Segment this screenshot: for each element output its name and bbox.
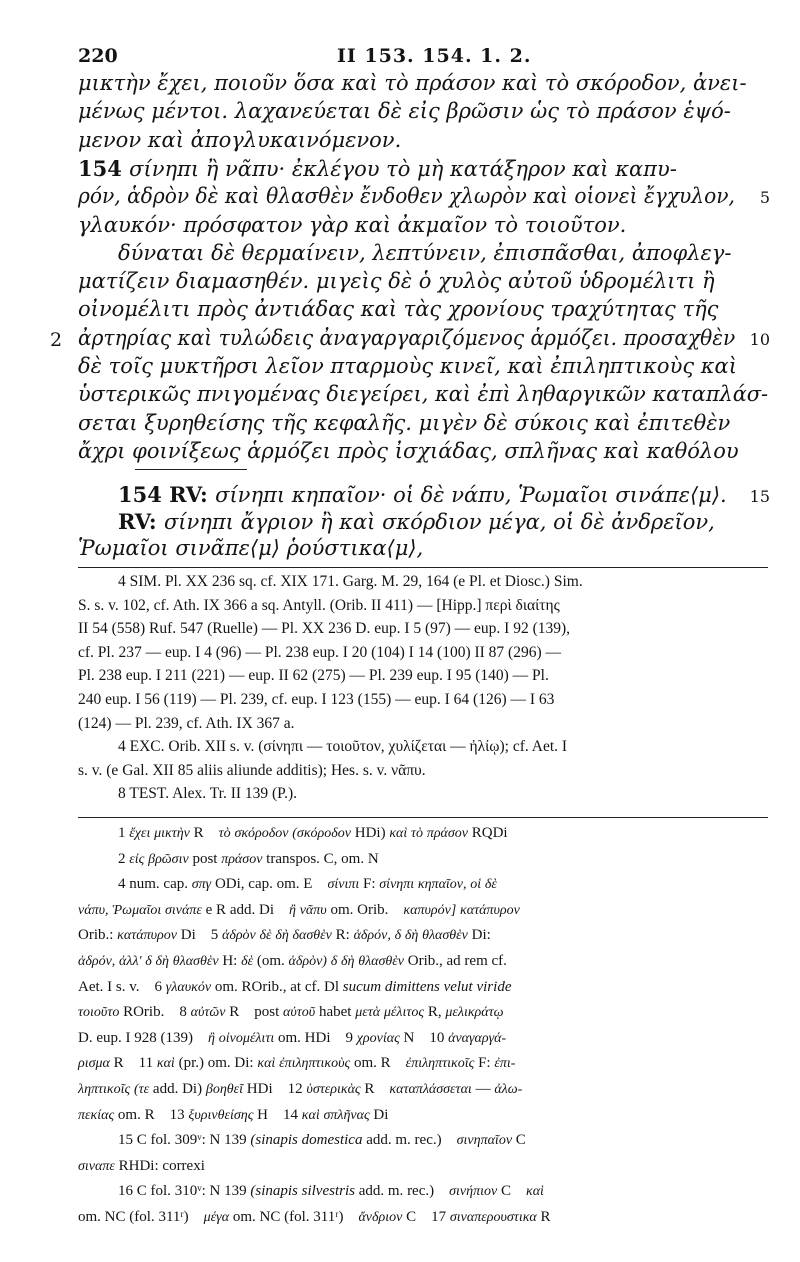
apparatus-word: (om. [256, 953, 285, 969]
apparatus-word: m. [387, 1183, 404, 1200]
source-line [78, 716, 295, 732]
apparatus-line [78, 1056, 515, 1071]
source-text: cf. Pl. 237 — eup. I 4 (96) — Pl. 238 eup. I 20 (104) I 14 (100) II 87 (296) — [78, 643, 562, 661]
latin-word: domestica [301, 1132, 363, 1149]
main-text-line [78, 299, 718, 320]
sources-divider [78, 567, 768, 568]
apparatus-word: (fol. [284, 1209, 310, 1225]
greek-word: ἁδρὸν) [288, 954, 327, 969]
main-text-line [78, 271, 715, 292]
latin-word: (sinapis [250, 1132, 298, 1149]
apparatus-word: add. [229, 901, 256, 918]
apparatus-word: 8 [179, 1004, 187, 1021]
greek-word: νάπυ, [78, 902, 109, 918]
greek-word: ἔχει [129, 826, 151, 841]
apparatus-line [118, 1133, 526, 1148]
appendix-line [78, 538, 423, 559]
apparatus-word: C, [323, 850, 338, 867]
apparatus-word: R [540, 1209, 551, 1225]
apparatus-word: Di: [234, 1055, 254, 1072]
greek-word: σιναπε [78, 1158, 115, 1174]
apparatus-line [78, 1159, 205, 1174]
greek-word: καταπλάσσεται [389, 1082, 472, 1097]
greek-word: σπλῆνας [323, 1107, 370, 1123]
apparatus-word: 4 [118, 876, 126, 893]
apparatus-word: C [136, 1132, 147, 1149]
greek-word: δασθὲν [292, 928, 332, 944]
greek-word: βοηθεῖ [205, 1082, 244, 1097]
main-text-content: ρόν, ἁδρὸν δὲ καὶ θλασθὲν ἔνδοθεν χλωρὸν καὶ οἱονεὶ ἔγχυλον, [78, 184, 735, 209]
greek-word: γλαυκόν [165, 979, 212, 995]
apparatus-word: R, [427, 1004, 442, 1021]
apparatus-word: om. [277, 1029, 301, 1046]
apparatus-word: ROrib., [241, 978, 287, 995]
apparatus-word: ROrib. [123, 1004, 165, 1021]
source-line [78, 763, 426, 779]
greek-word: μελικράτῳ [445, 1005, 504, 1021]
apparatus-line [78, 928, 491, 943]
greek-word: θλασθὲν [358, 954, 404, 969]
main-text-line [78, 73, 747, 94]
apparatus-line [78, 980, 511, 995]
main-text-content: μένως μέντοι. λαχανεύεται δὲ εἰς βρῶσιν ὡς τὸ πράσον ἑψό- [78, 99, 731, 124]
main-text-line [78, 101, 731, 122]
appendix-line [118, 484, 727, 506]
line-number: 10 [749, 329, 770, 349]
apparatus-word: 16 [118, 1183, 133, 1200]
source-text: 240 eup. I 56 (119) — Pl. 239, cf. eup. I 123 (155) — eup. I 64 (126) — I 63 [78, 691, 555, 708]
apparatus-word: R [380, 1055, 391, 1072]
greek-word: σίνιπι [327, 877, 360, 893]
apparatus-word: R: [335, 927, 350, 944]
apparatus-word: NC [104, 1209, 126, 1225]
greek-word: ἁδρὸν [221, 928, 256, 944]
apparatus-line [118, 826, 508, 841]
greek-word: καὶ [301, 1107, 320, 1123]
apparatus-word: at [290, 978, 302, 995]
main-text-content: δὲ τοῖς μυκτῆρσι λεῖον πταρμοὺς κινεῖ, καὶ ἐπιληπτικοὺς καὶ [78, 354, 737, 378]
main-text-content: ἀρτηρίας καὶ τυλώδεις ἀναγαργαριζόμενος ἁρμόζει. προσαχθὲν [78, 325, 736, 350]
greek-word: ἐπιληπτικοὺς [279, 1056, 351, 1072]
apparatus-word: 311ʳ) [158, 1209, 189, 1225]
margin-number: 2 [50, 328, 63, 351]
main-text-content: ὑστερικῶς πνιγομένας διεγείρει, καὶ ἐπὶ ληθαργικῶν καταπλάσ- [78, 382, 769, 407]
apparatus-word: 139 [224, 1183, 247, 1200]
apparatus-word: 311ʳ) [313, 1209, 344, 1225]
latin-word: (sinapis [250, 1183, 298, 1200]
greek-word: οἰνομέλιτι [218, 1030, 275, 1046]
greek-word: σκόροδον [234, 826, 289, 841]
apparatus-word: R [113, 1055, 124, 1072]
greek-word: καὶ [156, 1056, 175, 1072]
appendix-content: σίνηπι κηπαῖον· οἱ δὲ νάπυ, Ῥωμαῖοι σινάπε⟨μ⟩. [215, 483, 727, 507]
main-text-divider [135, 469, 247, 470]
apparatus-word: transpos. [266, 850, 320, 867]
greek-word: ἁδρόν, [78, 954, 116, 969]
apparatus-word: 13 [169, 1106, 185, 1123]
apparatus-word: om. [330, 901, 354, 918]
greek-word: ἐπι- [494, 1056, 516, 1072]
apparatus-word: (pr.) [178, 1055, 204, 1072]
main-text-content: ματίζειν διαμασηθέν. μιγεὶς δὲ ὁ χυλὸς αὐτοῦ ὑδρομέλιτι ἢ [78, 269, 715, 294]
main-text-content: μενον καὶ ἀπογλυκαινόμενον. [78, 127, 402, 152]
apparatus-word: cap. [248, 876, 273, 893]
apparatus-word: F: [363, 876, 376, 893]
apparatus-word: 14 [283, 1106, 299, 1123]
apparatus-word: eup. [96, 1029, 122, 1046]
apparatus-word: NC [259, 1209, 281, 1225]
apparatus-word: H [257, 1106, 269, 1123]
greek-word: ἄνδριον [358, 1210, 403, 1225]
apparatus-word: Orib., [407, 953, 443, 969]
page-number: 220 [78, 45, 118, 67]
apparatus-word: R [229, 1004, 240, 1021]
apparatus-line [78, 1210, 551, 1225]
greek-word: ρισμα [78, 1056, 110, 1072]
apparatus-word: 10 [429, 1029, 445, 1046]
source-line [78, 692, 554, 708]
apparatus-word: 11 [138, 1055, 154, 1072]
source-text: s. v. (e Gal. XII 85 aliis aliunde additis); Hes. s. v. νᾶπυ. [78, 761, 426, 779]
greek-word: δὴ [155, 954, 169, 969]
apparatus-word: om. [117, 1106, 141, 1123]
apparatus-word: Aet. [78, 978, 104, 995]
greek-word: μέλιτος [383, 1005, 425, 1021]
apparatus-word: R [193, 825, 204, 841]
apparatus-word: cf. [304, 978, 321, 995]
apparatus-word: add. [358, 1183, 385, 1200]
main-text-line [78, 356, 737, 377]
main-text-line [78, 410, 731, 435]
greek-word: οἱ [470, 877, 482, 893]
source-text: S. s. v. 102, cf. Ath. IX 366 a sq. Antyll. (Orib. II 411) — [Hipp.] περὶ διαίτης [78, 596, 560, 614]
apparatus-word: Di [180, 927, 196, 944]
apparatus-line [118, 1184, 544, 1199]
apparatus-word: 928 [134, 1029, 157, 1046]
chapter-number: 154 [78, 155, 130, 181]
greek-word: σιναπερουστικα [449, 1210, 537, 1225]
greek-word: δὴ [404, 928, 419, 944]
greek-word: δὲ [484, 877, 497, 893]
main-text-line [78, 438, 739, 463]
apparatus-line [78, 954, 507, 969]
source-line [118, 786, 297, 802]
main-text-line [78, 325, 736, 350]
appendix-label: RV: [118, 509, 164, 534]
apparatus-word: post [192, 850, 218, 867]
apparatus-word: ad [446, 953, 461, 969]
greek-word: καπυρόν] [403, 902, 457, 918]
main-text-content: ἄχρι φοινίξεως ἁρμόζει πρὸς ἰσχιάδας, σπλῆνας καὶ καθόλου [78, 438, 739, 463]
apparatus-word: 5 [210, 927, 219, 944]
greek-word: πράσον [221, 851, 263, 867]
greek-word: τὸ [218, 826, 231, 841]
greek-word: θλασθὲν [172, 954, 219, 969]
main-text-content: σίνηπι ἢ νᾶπυ· ἐκλέγου τὸ μὴ κατάξηρον καὶ καπυ- [129, 156, 677, 181]
apparatus-word: C [406, 1209, 417, 1225]
apparatus-word: om. [207, 1055, 231, 1072]
apparatus-word: I [125, 1029, 131, 1046]
apparatus-word: om. [353, 1055, 377, 1072]
apparatus-word: s. [115, 978, 126, 995]
apparatus-word: om. [341, 850, 365, 867]
apparatus-line [78, 1082, 522, 1097]
apparatus-word: Orib.: [78, 927, 114, 944]
main-text-line [118, 240, 732, 265]
apparatus-word: 1 [118, 825, 126, 841]
main-text-line [78, 127, 402, 152]
apparatus-word: Dl [324, 978, 339, 995]
apparatus-word: HDi [304, 1029, 331, 1046]
running-head: II 153. 154. 1. 2. [337, 45, 532, 67]
apparatus-word: (fol. [129, 1209, 155, 1225]
source-text: 4 EXC. Orib. XII s. v. (σίνηπι — τοιοῦτον, χυλίζεται — ἠλίῳ); cf. Aet. I [118, 738, 568, 756]
main-text-content: σεται ξυρηθείσης τῆς κεφαλῆς. μιγὲν δὲ σύκοις καὶ ἐπιτεθὲν [78, 410, 731, 435]
apparatus-word: om. [214, 978, 238, 995]
greek-word: εἰς [129, 851, 145, 867]
greek-word: μικτὴν [154, 826, 190, 841]
greek-word: δ [330, 954, 338, 969]
greek-word: δὲ [259, 928, 272, 944]
apparatus-word: correxi [162, 1157, 205, 1174]
apparatus-word: rem [464, 953, 488, 969]
apparatus-word: om. [232, 1209, 256, 1225]
greek-word: ὑστερικὰς [306, 1082, 361, 1097]
apparatus-word: C [136, 1183, 147, 1200]
appendix-line [118, 511, 715, 533]
greek-word: σινάπε [164, 902, 202, 918]
apparatus-word: cf. [491, 953, 507, 969]
apparatus-word: 2 [118, 850, 126, 867]
apparatus-word: Orib. [357, 901, 389, 918]
greek-word: δὴ [340, 954, 355, 969]
main-text-line [78, 186, 735, 207]
greek-word: καὶ [525, 1184, 544, 1200]
greek-word: αὐτῶν [190, 1005, 226, 1021]
apparatus-word: om. [276, 876, 300, 893]
apparatus-line [118, 877, 497, 892]
greek-word: ἁδρόν, [353, 928, 391, 944]
apparatus-word: cap. [163, 876, 188, 893]
appendix-content: Ῥωμαῖοι σινᾶπε⟨μ⟩ ῥούστικα⟨μ⟩, [78, 536, 424, 560]
apparatus-line [78, 1005, 504, 1020]
greek-word: ληπτικοῖς [78, 1082, 131, 1097]
apparatus-word: 12 [287, 1081, 303, 1097]
apparatus-word: 15 [118, 1132, 133, 1149]
source-line [118, 739, 567, 755]
latin-word: silvestris [301, 1183, 355, 1200]
apparatus-word: rec.) [414, 1132, 442, 1149]
appendix-content: σίνηπι ἄγριον ἢ καὶ σκόρδιον μέγα, οἱ δὲ ἀνδρεῖον, [163, 510, 715, 534]
greek-word: (τε [133, 1082, 150, 1097]
main-text-content: οἰνομέλιτι πρὸς ἀντιάδας καὶ τὰς χρονίους τραχύτητας τῆς [78, 297, 719, 322]
apparatus-word: N [209, 1132, 221, 1149]
apparatus-word: v. [129, 978, 140, 995]
greek-word: σίνηπι [379, 877, 415, 893]
apparatus-word: HDi) [354, 825, 386, 841]
apparatus-word: R [144, 1106, 155, 1123]
greek-word: νᾶπυ [299, 902, 327, 918]
greek-word: καὶ [257, 1056, 276, 1072]
apparatus-word: 139 [224, 1132, 247, 1149]
latin-word: sucum [342, 978, 382, 995]
apparatus-word: num. [129, 876, 160, 893]
source-text: 8 TEST. Alex. Tr. II 139 (P.). [118, 785, 297, 803]
source-line [118, 574, 583, 590]
apparatus-line [78, 1031, 506, 1046]
apparatus-word: habet [318, 1004, 352, 1021]
greek-word: ξυρινθείσης [188, 1107, 254, 1123]
apparatus-word: 6 [154, 978, 163, 995]
apparatus-word: m. [395, 1132, 411, 1149]
greek-word: ἀναγαργά- [448, 1030, 507, 1046]
apparatus-word: R [216, 901, 227, 918]
apparatus-word: H: [222, 953, 238, 969]
apparatus-word: fol. [150, 1183, 171, 1200]
greek-word: τοιοῦτο [78, 1005, 120, 1021]
main-text-content: δύναται δὲ θερμαίνειν, λεπτύνειν, ἐπισπᾶσθαι, ἀποφλεγ- [118, 240, 732, 265]
main-text-content: γλαυκόν· πρόσφατον γὰρ καὶ ἀκμαῖον τὸ τοιοῦτον. [78, 212, 627, 237]
greek-word: δὲ [241, 954, 254, 969]
apparatus-word: add. [366, 1132, 392, 1149]
apparatus-word: N [367, 850, 379, 867]
apparatus-word: RQDi [471, 825, 508, 841]
apparatus-line [118, 852, 379, 867]
latin-word: dimittens [384, 978, 440, 995]
main-text-line [78, 384, 768, 405]
greek-word: τὸ [411, 826, 424, 841]
greek-word: κηπαῖον, [417, 877, 467, 893]
latin-word: viride [476, 978, 512, 995]
apparatus-word: Di) [182, 1081, 203, 1097]
main-text-line [78, 155, 677, 181]
apparatus-word: post [254, 1004, 280, 1021]
greek-word: ἀλλ' [119, 954, 142, 969]
greek-word: ἀλω- [494, 1082, 523, 1097]
apparatus-word: I [107, 978, 113, 995]
latin-word: velut [443, 978, 473, 995]
apparatus-word: E [303, 876, 313, 893]
apparatus-word: Di [373, 1106, 389, 1123]
line-number: 5 [759, 188, 770, 208]
source-line [78, 598, 560, 614]
apparatus-word: HDi [246, 1081, 273, 1097]
source-text: (124) — Pl. 239, cf. Ath. IX 367 a. [78, 714, 295, 732]
apparatus-word: C [515, 1132, 526, 1149]
greek-word: δ [145, 954, 152, 969]
source-line [78, 621, 570, 637]
greek-word: πεκίας [78, 1107, 115, 1123]
apparatus-word: R [364, 1081, 375, 1097]
apparatus-divider [78, 817, 768, 818]
apparatus-word: fol. [150, 1132, 171, 1149]
greek-word: ἐπιληπτικοῖς [405, 1056, 475, 1072]
line-number: 15 [749, 487, 770, 506]
source-line [78, 645, 561, 661]
greek-word: ἢ [288, 902, 296, 918]
apparatus-line [78, 1108, 388, 1123]
apparatus-word: N [403, 1029, 415, 1046]
apparatus-word: 17 [431, 1209, 447, 1225]
source-text: II 54 (558) Ruf. 547 (Ruelle) — Pl. XX 236 D. eup. I 5 (97) — eup. I 92 (139), [78, 620, 571, 638]
apparatus-word: RHDi: [118, 1157, 159, 1174]
greek-word: κατάπυρον [117, 928, 177, 944]
apparatus-word: e [205, 901, 213, 918]
main-text-content: μικτὴν ἔχει, ποιοῦν ὅσα καὶ τὸ πράσον καὶ τὸ σκόροδον, ἀνει- [78, 71, 747, 95]
greek-word: μέγα [203, 1210, 230, 1225]
greek-word: ἢ [208, 1030, 215, 1046]
apparatus-word: om. [78, 1209, 101, 1225]
greek-word: βρῶσιν [148, 851, 189, 867]
apparatus-word: ODi, [214, 876, 245, 893]
apparatus-word: — [475, 1081, 491, 1097]
greek-word: δὴ [275, 928, 289, 944]
main-text-line [78, 212, 627, 237]
greek-word: χρονίας [356, 1030, 400, 1046]
appendix-label: 154 RV: [118, 482, 216, 507]
source-line [78, 668, 549, 684]
greek-word: καὶ [389, 826, 408, 841]
apparatus-word: F: [478, 1055, 491, 1072]
apparatus-word: (139) [160, 1029, 194, 1046]
greek-word: κατάπυρον [460, 902, 520, 918]
apparatus-word: 310ᵛ: [174, 1183, 206, 1200]
greek-word: (σκόροδον [292, 826, 351, 841]
greek-word: πράσον [426, 826, 469, 841]
greek-word: δ [394, 928, 402, 944]
apparatus-word: Di: [471, 927, 491, 944]
apparatus-line [78, 903, 520, 918]
apparatus-word: D. [78, 1029, 93, 1046]
apparatus-word: N [209, 1183, 221, 1200]
source-text: 4 SIM. Pl. XX 236 sq. cf. XIX 171. Garg. M. 29, 164 (e Pl. et Diosc.) Sim. [118, 573, 583, 590]
greek-word: Ῥωμαῖοι [112, 902, 162, 918]
greek-word: σπγ [191, 877, 212, 893]
apparatus-word: Di [258, 901, 274, 918]
greek-word: σινήπιον [449, 1184, 498, 1200]
greek-word: μετὰ [355, 1005, 381, 1021]
source-text: Pl. 238 eup. I 211 (221) — eup. II 62 (275) — Pl. 239 eup. I 95 (140) — Pl. [78, 667, 549, 685]
apparatus-word: add. [152, 1081, 179, 1097]
apparatus-word: rec.) [407, 1183, 435, 1200]
greek-word: αὐτοῦ [283, 1005, 316, 1021]
greek-word: σινηπαῖον [456, 1133, 513, 1149]
apparatus-word: 9 [345, 1029, 353, 1046]
apparatus-word: C [500, 1183, 511, 1200]
greek-word: θλασθὲν [422, 928, 468, 944]
apparatus-word: 309ᵛ: [174, 1132, 206, 1149]
